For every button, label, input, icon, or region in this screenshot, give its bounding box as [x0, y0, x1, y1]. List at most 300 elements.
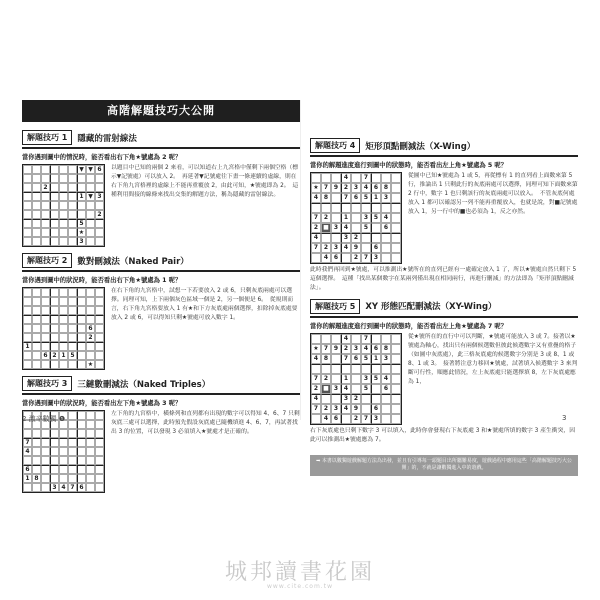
- sudoku-cell: [59, 210, 68, 219]
- sudoku-cell: [68, 165, 77, 174]
- sudoku-cell: [50, 210, 59, 219]
- sudoku-cell: 4: [341, 404, 351, 414]
- sudoku-cell: [77, 306, 86, 315]
- sudoku-cell: [32, 315, 41, 324]
- sudoku-cell: [311, 253, 321, 263]
- sudoku-cell: [86, 429, 95, 438]
- sudoku-cell: [41, 297, 50, 306]
- sudoku-cell: [77, 360, 86, 369]
- sudoku-cell: [41, 288, 50, 297]
- sudoku-cell: 3: [361, 374, 371, 384]
- sudoku-cell: [381, 253, 391, 263]
- sudoku-cell: 3: [95, 192, 104, 201]
- sudoku-cell: [41, 165, 50, 174]
- sudoku-cell: [321, 173, 331, 183]
- sudoku-cell: 7: [311, 404, 321, 414]
- sudoku-cell: [351, 374, 361, 384]
- sudoku-cell: [32, 219, 41, 228]
- sudoku-cell: [86, 237, 95, 246]
- sudoku-cell: [32, 465, 41, 474]
- sudoku-cell: [59, 465, 68, 474]
- sudoku-cell: [32, 456, 41, 465]
- sudoku-cell: [331, 394, 341, 404]
- sudoku-cell: [391, 243, 401, 253]
- technique-tag: 解題技巧 4: [310, 138, 360, 153]
- sudoku-cell: [68, 447, 77, 456]
- sudoku-cell: [32, 324, 41, 333]
- sudoku-cell: [381, 364, 391, 374]
- sudoku-cell: [86, 342, 95, 351]
- sudoku-cell: [59, 333, 68, 342]
- sudoku-cell: [50, 219, 59, 228]
- sudoku-cell: [95, 429, 104, 438]
- sudoku-cell: [32, 183, 41, 192]
- sudoku-cell: [59, 306, 68, 315]
- sudoku-cell: 4: [381, 213, 391, 223]
- sudoku-cell: [95, 351, 104, 360]
- sudoku-cell: 5: [77, 219, 86, 228]
- sudoku-cell: [77, 315, 86, 324]
- sudoku-cell: [59, 183, 68, 192]
- sudoku-cell: [391, 334, 401, 344]
- sudoku-cell: [50, 456, 59, 465]
- sudoku-cell: [86, 447, 95, 456]
- technique-explanation-continued: 此時我們再回到★號處，可以推測出★號所在的直列已經有一處確定放入 1 了，所以★號處自然只剩下 5 這個選擇。 這種「找出某個數字在某兩列僅出現在相同兩行，再進行刪減」的方法即為「矩形頂點刪減法」。: [310, 267, 577, 291]
- sudoku-cell: 4: [341, 334, 351, 344]
- technique-title: 數對刪減法（Naked Pair）: [77, 256, 189, 267]
- sudoku-cell: [86, 474, 95, 483]
- sudoku-cell: [391, 414, 401, 424]
- sudoku-cell: [331, 213, 341, 223]
- sudoku-cell: [59, 342, 68, 351]
- sudoku-cell: 3: [371, 414, 381, 424]
- sudoku-cell: [86, 201, 95, 210]
- sudoku-cell: [50, 333, 59, 342]
- sudoku-cell: 4: [361, 344, 371, 354]
- sudoku-cell: [68, 411, 77, 420]
- sudoku-cell: 7: [361, 173, 371, 183]
- sudoku-cell: [23, 210, 32, 219]
- sudoku-cell: [341, 253, 351, 263]
- sudoku-cell: 3: [381, 354, 391, 364]
- sudoku-cell: 4: [23, 447, 32, 456]
- sudoku-cell: [311, 414, 321, 424]
- sudoku-cell: [50, 228, 59, 237]
- sudoku-cell: [86, 420, 95, 429]
- sudoku-cell: [321, 334, 331, 344]
- sudoku-cell: [41, 333, 50, 342]
- sudoku-cell: [68, 456, 77, 465]
- sudoku-cell: [77, 411, 86, 420]
- sudoku-cell: 5: [68, 351, 77, 360]
- sudoku-cell: [77, 429, 86, 438]
- sudoku-cell: [68, 210, 77, 219]
- sudoku-cell: [95, 420, 104, 429]
- sudoku-cell: [32, 360, 41, 369]
- technique-question: 當你遇到圖中的情況時，能否看出右下角★號處為 2 呢？: [22, 154, 182, 161]
- sudoku-cell: 1: [341, 374, 351, 384]
- sudoku-cell: [341, 414, 351, 424]
- sudoku-cell: [41, 201, 50, 210]
- page-number-left: 2 激辛數獨 ❶: [22, 415, 66, 423]
- sudoku-cell: 6: [371, 344, 381, 354]
- sudoku-cell: 6: [371, 183, 381, 193]
- sudoku-cell: ▼: [77, 165, 86, 174]
- technique-explanation-continued: 右下灰底處也只剩下數字 3 可以填入，此時你會發現右下灰底處 3 和★號處所填的數字 3 產生衝突，因此可以推測出★號處應為 7。: [310, 427, 575, 443]
- sudoku-cell: [371, 173, 381, 183]
- sudoku-cell: [41, 324, 50, 333]
- sudoku-cell: [32, 438, 41, 447]
- sudoku-cell: [68, 420, 77, 429]
- sudoku-cell: [86, 288, 95, 297]
- sudoku-cell: 8: [321, 193, 331, 203]
- sudoku-cell: 3: [331, 384, 341, 394]
- sudoku-cell: [95, 411, 104, 420]
- sudoku-cell: [86, 483, 95, 492]
- sudoku-cell: 3: [361, 213, 371, 223]
- technique-3: [22, 376, 300, 493]
- left-page: [22, 100, 300, 491]
- sudoku-cell: ■: [321, 223, 331, 233]
- sudoku-cell: 2: [311, 384, 321, 394]
- sudoku-cell: [41, 474, 50, 483]
- sudoku-cell: 2: [95, 210, 104, 219]
- sudoku-cell: [32, 342, 41, 351]
- sudoku-cell: [361, 233, 371, 243]
- sudoku-grid: [22, 287, 105, 370]
- sudoku-cell: [86, 351, 95, 360]
- right-page: [310, 100, 578, 472]
- sudoku-cell: [391, 354, 401, 364]
- sudoku-cell: [59, 324, 68, 333]
- sudoku-cell: [331, 354, 341, 364]
- sudoku-cell: 1: [23, 474, 32, 483]
- sudoku-cell: [50, 342, 59, 351]
- footnote-box: ➡ 本書以數獨遊戲解題方法為出發，並且有引導每一頭題目出所屬難易度，遊戲過程中應用這些「高階解題技巧大公開」的，不就是讓數獨進入中的遊戲。: [310, 455, 578, 476]
- sudoku-cell: 8: [381, 344, 391, 354]
- sudoku-cell: [311, 173, 321, 183]
- sudoku-cell: [50, 324, 59, 333]
- sudoku-cell: 1: [371, 193, 381, 203]
- sudoku-cell: [331, 334, 341, 344]
- sudoku-cell: [95, 228, 104, 237]
- sudoku-cell: [41, 360, 50, 369]
- sudoku-cell: [77, 201, 86, 210]
- sudoku-cell: [95, 483, 104, 492]
- sudoku-cell: 6: [351, 193, 361, 203]
- sudoku-cell: [86, 219, 95, 228]
- sudoku-cell: [391, 384, 401, 394]
- sudoku-cell: [50, 174, 59, 183]
- sudoku-cell: [41, 483, 50, 492]
- sudoku-cell: [391, 374, 401, 384]
- sudoku-cell: [86, 438, 95, 447]
- sudoku-cell: [381, 414, 391, 424]
- sudoku-cell: 6: [331, 414, 341, 424]
- sudoku-cell: [41, 228, 50, 237]
- sudoku-cell: [95, 438, 104, 447]
- sudoku-cell: ■: [321, 384, 331, 394]
- sudoku-cell: 2: [341, 183, 351, 193]
- sudoku-cell: 4: [341, 173, 351, 183]
- target-cell: ★: [311, 344, 321, 354]
- sudoku-cell: [95, 360, 104, 369]
- sudoku-cell: 6: [23, 465, 32, 474]
- sudoku-cell: [391, 223, 401, 233]
- sudoku-cell: 2: [50, 351, 59, 360]
- sudoku-cell: [23, 306, 32, 315]
- sudoku-cell: 5: [361, 354, 371, 364]
- sudoku-cell: 7: [311, 374, 321, 384]
- sudoku-cell: 2: [321, 243, 331, 253]
- sudoku-cell: [41, 447, 50, 456]
- sudoku-cell: 2: [351, 253, 361, 263]
- sudoku-cell: 2: [86, 333, 95, 342]
- sudoku-cell: [321, 394, 331, 404]
- sudoku-cell: [32, 228, 41, 237]
- sudoku-cell: [381, 394, 391, 404]
- sudoku-cell: [23, 174, 32, 183]
- sudoku-cell: [23, 351, 32, 360]
- technique-tag: 解題技巧 1: [22, 130, 72, 145]
- sudoku-cell: [391, 173, 401, 183]
- sudoku-cell: [23, 297, 32, 306]
- technique-explanation: 以題目中已知的兩個 2 來看，可以知道右上九宮格中僅剩下兩個空格（標示▼記號處）可以放入 2。 再延著▼記號處往下畫一條連續的虛線，則在右下角九宮格裡的虛線上不能再重覆放 2，由此可知，★號處即為 2。 這種利用間接的線條來找出交集的解題方法，稱為隱藏的雷射線法。: [111, 165, 299, 198]
- sudoku-cell: 3: [77, 237, 86, 246]
- sudoku-cell: [50, 360, 59, 369]
- sudoku-cell: 3: [50, 483, 59, 492]
- sudoku-grid: [310, 172, 402, 264]
- sudoku-cell: [321, 203, 331, 213]
- sudoku-cell: 7: [341, 354, 351, 364]
- sudoku-cell: [95, 201, 104, 210]
- sudoku-cell: 3: [331, 404, 341, 414]
- sudoku-cell: [391, 193, 401, 203]
- sudoku-cell: [59, 219, 68, 228]
- sudoku-cell: [331, 233, 341, 243]
- sudoku-cell: [331, 374, 341, 384]
- sudoku-cell: [86, 315, 95, 324]
- sudoku-cell: [86, 174, 95, 183]
- sudoku-cell: [59, 315, 68, 324]
- sudoku-cell: [86, 465, 95, 474]
- sudoku-cell: [95, 288, 104, 297]
- sudoku-cell: [371, 394, 381, 404]
- sudoku-cell: 6: [77, 483, 86, 492]
- sudoku-cell: 1: [59, 351, 68, 360]
- technique-explanation: 左下角的九宮格中，橫條列和直列都有出現的數字可以得知 4、6、7 只剩灰底三處可以選擇，此時預先假設灰底處已隨機填進 4、6、7，再試著找出 3 的位置，可以發現 3 必須填入★號處才是正確的。: [111, 411, 300, 435]
- sudoku-cell: 4: [311, 394, 321, 404]
- sudoku-cell: [371, 233, 381, 243]
- sudoku-cell: 9: [351, 404, 361, 414]
- technique-explanation: 從圖中已知★號處為 1 或 5，再從標有 1 的直列看上面數來第 5 行，推論出 1 只剩此行的灰底兩處可以選擇，同理可知下面數來第 2 行中，數字 1 也只剩該行的灰底兩處可以放入。 不管灰底何處放入 1 都可以確認另一列不能再重覆放入，也就是說，對■記號處放入 1，另一行中的■也必須為 1，反之亦然。: [408, 173, 578, 215]
- sudoku-cell: [86, 228, 95, 237]
- sudoku-cell: [32, 174, 41, 183]
- sudoku-cell: [371, 334, 381, 344]
- sudoku-cell: ▼: [86, 192, 95, 201]
- sudoku-cell: 4: [341, 384, 351, 394]
- sudoku-cell: 5: [371, 213, 381, 223]
- sudoku-cell: [361, 203, 371, 213]
- sudoku-cell: [381, 233, 391, 243]
- sudoku-cell: [391, 364, 401, 374]
- sudoku-cell: [32, 210, 41, 219]
- sudoku-cell: 4: [311, 354, 321, 364]
- sudoku-cell: [32, 297, 41, 306]
- technique-explanation: 從★號所在的直行中可以判斷，★號處可能放入 3 或 7。接著以★號處為軸心，找出只有兩個候選數但彼此候選數字又有重疊的格子（如圖中灰底處），此三格灰底處的候選數字分別是 3 或 8、1 或 8、1 或 3。 接著將注意力移回★號處，試著填入候選數字 3 來判斷可行性，順應此情況，左上灰底處只能選擇填 8，左下灰底處應為 1，: [408, 333, 578, 385]
- sudoku-cell: [41, 456, 50, 465]
- sudoku-cell: 1: [341, 213, 351, 223]
- sudoku-cell: [391, 253, 401, 263]
- sudoku-cell: 6: [331, 253, 341, 263]
- sudoku-cell: [23, 360, 32, 369]
- sudoku-cell: [50, 183, 59, 192]
- sudoku-cell: [311, 203, 321, 213]
- sudoku-cell: 3: [341, 394, 351, 404]
- sudoku-cell: [23, 237, 32, 246]
- sudoku-cell: [41, 465, 50, 474]
- sudoku-cell: [68, 288, 77, 297]
- sudoku-cell: [77, 474, 86, 483]
- sudoku-cell: [50, 315, 59, 324]
- sudoku-cell: [68, 465, 77, 474]
- sudoku-cell: 8: [321, 354, 331, 364]
- sudoku-cell: 3: [351, 183, 361, 193]
- technique-tag: 解題技巧 5: [310, 299, 360, 314]
- sudoku-cell: [41, 192, 50, 201]
- sudoku-cell: 4: [341, 243, 351, 253]
- sudoku-cell: 7: [361, 253, 371, 263]
- technique-tag: 解題技巧 2: [22, 253, 72, 268]
- sudoku-cell: [86, 306, 95, 315]
- sudoku-cell: [41, 429, 50, 438]
- sudoku-cell: [41, 306, 50, 315]
- sudoku-cell: [331, 173, 341, 183]
- sudoku-cell: [77, 438, 86, 447]
- sudoku-cell: 9: [331, 183, 341, 193]
- sudoku-cell: [68, 429, 77, 438]
- sudoku-cell: [95, 174, 104, 183]
- sudoku-cell: [77, 342, 86, 351]
- sudoku-cell: 6: [381, 384, 391, 394]
- sudoku-cell: [23, 192, 32, 201]
- sudoku-cell: [68, 297, 77, 306]
- sudoku-cell: 2: [321, 213, 331, 223]
- sudoku-cell: 4: [59, 483, 68, 492]
- sudoku-cell: [68, 237, 77, 246]
- sudoku-cell: 6: [86, 324, 95, 333]
- sudoku-cell: [50, 465, 59, 474]
- sudoku-cell: [86, 411, 95, 420]
- sudoku-cell: [86, 456, 95, 465]
- sudoku-cell: 9: [351, 243, 361, 253]
- sudoku-cell: [41, 210, 50, 219]
- sudoku-cell: [77, 351, 86, 360]
- sudoku-cell: [59, 429, 68, 438]
- sudoku-cell: 7: [311, 213, 321, 223]
- sudoku-cell: [77, 210, 86, 219]
- sudoku-cell: 3: [331, 243, 341, 253]
- sudoku-cell: 7: [361, 414, 371, 424]
- technique-question: 當你的解題進度進行到圖中的狀態時，能否看出左上角★號處為 5 呢？: [310, 162, 508, 169]
- sudoku-cell: [50, 237, 59, 246]
- sudoku-cell: [59, 360, 68, 369]
- sudoku-cell: [59, 174, 68, 183]
- technique-question: 當你的解題進度進行到圖中的狀態時，能否看出左上角★號處為 7 呢？: [310, 322, 508, 330]
- sudoku-grid: [22, 164, 105, 247]
- sudoku-cell: [361, 364, 371, 374]
- sudoku-cell: [23, 333, 32, 342]
- sudoku-cell: 8: [32, 474, 41, 483]
- sudoku-cell: [59, 237, 68, 246]
- sudoku-cell: 2: [321, 404, 331, 414]
- sudoku-cell: [331, 203, 341, 213]
- sudoku-cell: [50, 297, 59, 306]
- sudoku-cell: [68, 333, 77, 342]
- sudoku-cell: 4: [311, 193, 321, 203]
- sudoku-cell: 5: [371, 374, 381, 384]
- sudoku-cell: 6: [41, 351, 50, 360]
- sudoku-cell: 3: [331, 223, 341, 233]
- sudoku-cell: ▼: [86, 165, 95, 174]
- sudoku-cell: [86, 183, 95, 192]
- sudoku-cell: [41, 438, 50, 447]
- sudoku-cell: [50, 429, 59, 438]
- sudoku-cell: [331, 364, 341, 374]
- sudoku-cell: 6: [95, 165, 104, 174]
- sudoku-cell: 2: [311, 223, 321, 233]
- sudoku-cell: 4: [341, 223, 351, 233]
- sudoku-cell: 9: [331, 344, 341, 354]
- sudoku-cell: [59, 165, 68, 174]
- sudoku-cell: [23, 165, 32, 174]
- sudoku-cell: [50, 192, 59, 201]
- sudoku-cell: [381, 243, 391, 253]
- sudoku-cell: [371, 203, 381, 213]
- sudoku-cell: [50, 306, 59, 315]
- sudoku-cell: 1: [77, 192, 86, 201]
- technique-title: XY 形態匹配刪減法（XY-Wing）: [365, 302, 497, 313]
- sudoku-cell: [59, 228, 68, 237]
- sudoku-cell: [50, 474, 59, 483]
- sudoku-cell: [32, 288, 41, 297]
- sudoku-cell: [371, 223, 381, 233]
- sudoku-cell: [32, 429, 41, 438]
- sudoku-cell: 2: [41, 183, 50, 192]
- sudoku-cell: [68, 174, 77, 183]
- sudoku-cell: [77, 447, 86, 456]
- sudoku-cell: [95, 342, 104, 351]
- sudoku-cell: [59, 447, 68, 456]
- sudoku-cell: [95, 465, 104, 474]
- sudoku-cell: [68, 315, 77, 324]
- sudoku-cell: [391, 404, 401, 414]
- sudoku-cell: [68, 474, 77, 483]
- sudoku-cell: [391, 344, 401, 354]
- sudoku-cell: 7: [321, 344, 331, 354]
- sudoku-cell: [77, 456, 86, 465]
- sudoku-cell: [391, 183, 401, 193]
- sudoku-cell: [59, 288, 68, 297]
- sudoku-cell: 2: [341, 344, 351, 354]
- sudoku-cell: [351, 384, 361, 394]
- sudoku-cell: [351, 223, 361, 233]
- sudoku-cell: [361, 404, 371, 414]
- sudoku-grid: [310, 333, 402, 425]
- sudoku-cell: [391, 203, 401, 213]
- target-cell: ★: [87, 360, 94, 368]
- sudoku-cell: [41, 219, 50, 228]
